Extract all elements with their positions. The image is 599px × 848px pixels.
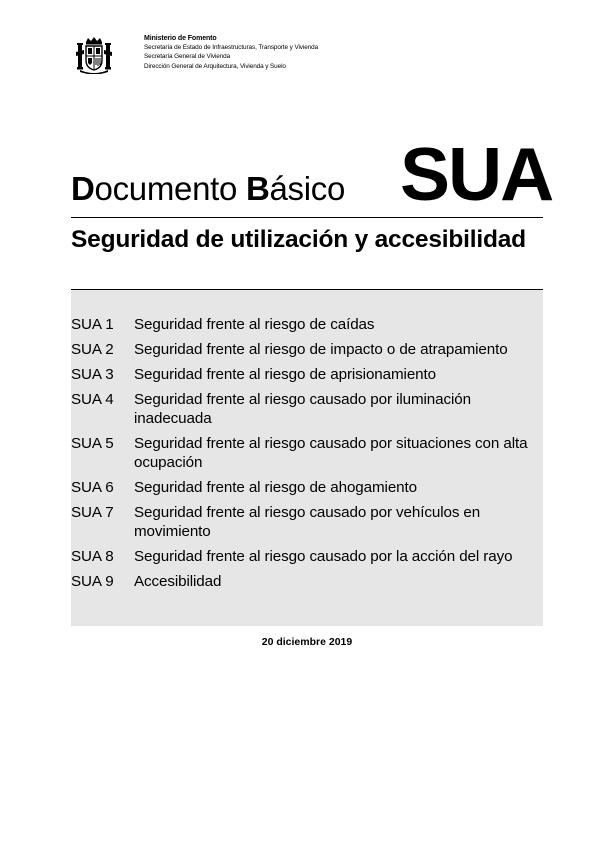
title-initial: B — [245, 170, 270, 207]
ministry-name: Ministerio de Fomento — [144, 35, 217, 42]
section-label: Seguridad frente al riesgo de impacto o de atrapamiento — [134, 341, 508, 358]
ministry-line: Dirección General de Arquitectura, Vivienda y Suelo — [144, 62, 286, 70]
ministry-line: Secretaría de Estado de Infraestructuras, Transporte y Vivienda — [144, 44, 319, 52]
sections-list — [71, 315, 546, 597]
divider — [71, 217, 543, 218]
section-label: Seguridad frente al riesgo causado por iluminación inadecuada — [134, 391, 471, 427]
section-item — [71, 547, 546, 566]
section-label: Seguridad frente al riesgo de aprisionamiento — [134, 366, 436, 383]
title-word: ocumento — [94, 170, 238, 207]
document-title-text — [71, 169, 345, 209]
section-item — [71, 434, 546, 472]
section-code: SUA 6 — [71, 479, 114, 496]
section-label: Seguridad frente al riesgo de caídas — [134, 316, 375, 333]
section-item — [71, 503, 546, 541]
ministry-line: Secretaría General de Vivienda — [144, 53, 231, 61]
section-label: Seguridad frente al riesgo de ahogamiento — [134, 479, 417, 496]
section-code: SUA 4 — [71, 391, 114, 408]
title-initial: D — [71, 170, 95, 207]
ministry-header — [144, 34, 318, 71]
section-code: SUA 2 — [71, 341, 114, 358]
section-item — [71, 572, 546, 591]
section-item — [71, 390, 546, 428]
section-code: SUA 3 — [71, 366, 114, 383]
document-title — [71, 132, 553, 216]
section-label: Seguridad frente al riesgo causado por vehículos en movimiento — [134, 504, 481, 540]
section-item — [71, 478, 546, 497]
section-code: SUA 1 — [71, 316, 114, 333]
section-item — [71, 365, 546, 384]
section-code: SUA 5 — [71, 435, 114, 452]
section-code: SUA 7 — [71, 504, 114, 521]
document-code: SUA — [400, 132, 553, 216]
section-label: Accesibilidad — [134, 573, 222, 590]
section-label: Seguridad frente al riesgo causado por situaciones con alta ocupación — [134, 435, 528, 471]
title-word: ásico — [269, 170, 346, 207]
document-subtitle: Seguridad de utilización y accesibilidad — [71, 226, 526, 253]
section-label: Seguridad frente al riesgo causado por la acción del rayo — [134, 548, 513, 565]
publication-date: 20 diciembre 2019 — [261, 636, 353, 648]
coat-of-arms-icon — [76, 36, 112, 74]
section-item — [71, 315, 546, 334]
section-item — [71, 340, 546, 359]
section-code: SUA 9 — [71, 573, 114, 590]
section-code: SUA 8 — [71, 548, 114, 565]
